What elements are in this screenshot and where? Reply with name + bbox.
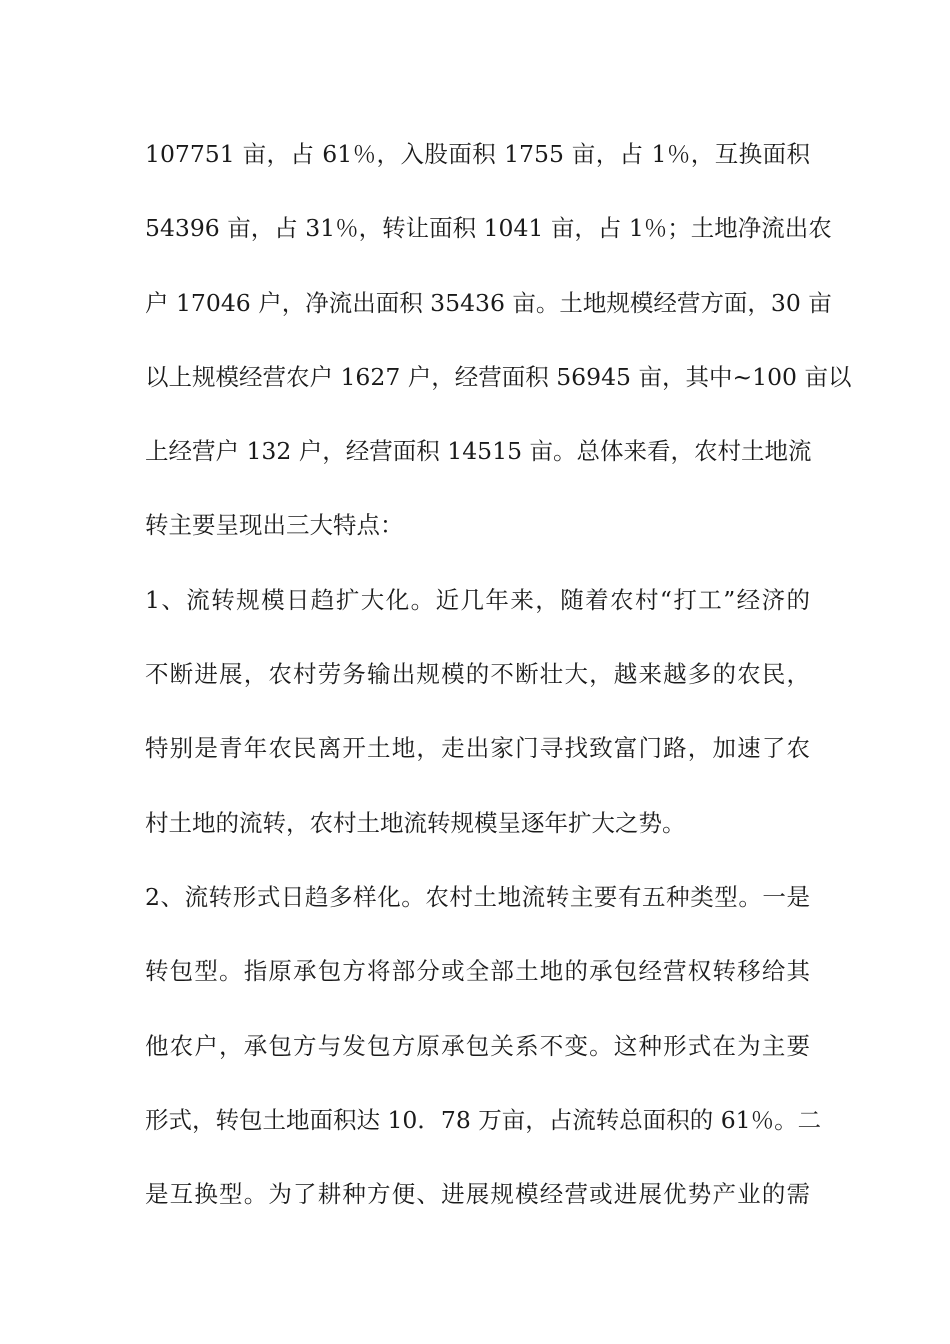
document-body: [145, 128, 852, 1242]
text-line-14: 形式，转包土地面积达 10．78 万亩，占流转总面积的 61％。二: [145, 1105, 822, 1134]
text-line-6: 转主要呈现出三大特点：: [145, 511, 404, 540]
text-line-1: 107751 亩，占 61％，入股面积 1755 亩，占 1％，互换面积: [145, 140, 810, 168]
text-line-7: 1、流转规模日趋扩大化。近几年来，随着农村“打工”经济的: [145, 585, 810, 614]
text-line-11: 2、流转形式日趋多样化。农村土地流转主要有五种类型。一是: [145, 882, 810, 911]
text-line-9: 特别是青年农民离开土地，走出家门寻找致富门路，加速了农: [145, 734, 810, 763]
text-line-8: 不断进展，农村劳务输出规模的不断壮大，越来越多的农民，: [145, 660, 810, 689]
text-line-3: 户 17046 户，净流出面积 35436 亩。土地规模经营方面，30 亩: [145, 288, 832, 317]
text-line-13: 他农户，承包方与发包方原承包关系不变。这种形式在为主要: [145, 1031, 810, 1060]
text-line-4: 以上规模经营农户 1627 户，经营面积 56945 亩，其中~100 亩以: [145, 362, 852, 391]
text-line-10: 村土地的流转，农村土地流转规模呈逐年扩大之势。: [145, 808, 686, 837]
text-line-2: 54396 亩，占 31％，转让面积 1041 亩，占 1％；土地净流出农: [145, 214, 832, 243]
text-line-5: 上经营户 132 户，经营面积 14515 亩。总体来看，农村土地流: [145, 437, 812, 466]
text-line-12: 转包型。指原承包方将部分或全部土地的承包经营权转移给其: [145, 957, 810, 986]
text-line-15: 是互换型。为了耕种方便、进展规模经营或进展优势产业的需: [145, 1180, 810, 1209]
